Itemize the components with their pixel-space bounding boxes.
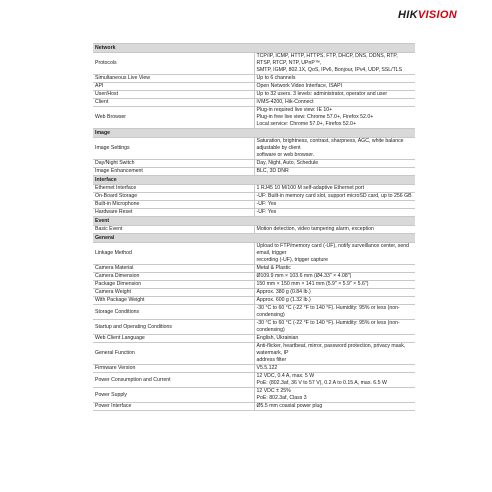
spec-value	[254, 281, 415, 289]
logo-part1: HIK	[398, 9, 418, 21]
spec-value	[254, 138, 415, 160]
spec-row-with-package-weight	[93, 297, 415, 305]
spec-key: Protocols	[93, 53, 254, 75]
spec-value-line: -UF: Yes	[256, 209, 277, 215]
spec-row-day-night-switch	[93, 160, 415, 168]
spec-value	[254, 320, 415, 335]
spec-value	[254, 297, 415, 305]
spec-row-linkage-method	[93, 243, 415, 265]
spec-value-line: Upload to FTP/memory card (-UF), notify surveillance center, send email, trigger	[256, 243, 410, 256]
spec-value-line: Approx. 380 g (0.84 lb.)	[256, 289, 311, 295]
spec-row-web-client-language	[93, 335, 415, 343]
spec-key: Client	[93, 99, 254, 107]
spec-row-power-supply	[93, 388, 415, 403]
spec-row-image-settings	[93, 138, 415, 160]
spec-key: Camera Material	[93, 265, 254, 273]
spec-key: Day/Night Switch	[93, 160, 254, 168]
spec-key: Camera Dimension	[93, 273, 254, 281]
spec-key: Camera Weight	[93, 289, 254, 297]
spec-value	[254, 168, 415, 176]
spec-value	[254, 243, 415, 265]
spec-key: Firmware Version	[93, 365, 254, 373]
spec-key: User/Host	[93, 91, 254, 99]
spec-value-line: Approx. 600 g (1.32 lb.)	[256, 297, 311, 303]
spec-row-power-interface	[93, 403, 415, 411]
spec-key: Basic Event	[93, 226, 254, 234]
spec-value-line: SMTP, IGMP, 802.1X, QoS, IPv6, Bonjour, IPv4, UDP, SSL/TLS	[256, 67, 403, 73]
section-title: Interface	[93, 176, 415, 185]
spec-key: With Package Weight	[93, 297, 254, 305]
spec-value-line: 1 RJ45 10 M/100 M self-adaptive Ethernet port	[256, 185, 365, 191]
spec-key: Web Browser	[93, 107, 254, 129]
spec-key: Web Client Language	[93, 335, 254, 343]
spec-value-line: Up to 6 channels	[256, 75, 296, 81]
spec-value	[254, 83, 415, 91]
spec-value	[254, 265, 415, 273]
spec-row-camera-dimension	[93, 273, 415, 281]
spec-value-line: PoE: 802.3af, Class 3	[256, 395, 307, 401]
spec-row-protocols	[93, 53, 415, 75]
spec-sheet	[93, 43, 415, 411]
spec-value	[254, 305, 415, 320]
spec-key: Ethernet Interface	[93, 185, 254, 193]
spec-table	[93, 43, 415, 411]
spec-value-line: -UF: Yes	[256, 201, 277, 207]
spec-key: Built-in Microphone	[93, 201, 254, 209]
spec-row-client	[93, 99, 415, 107]
spec-value	[254, 185, 415, 193]
spec-value	[254, 273, 415, 281]
spec-key: Power Consumption and Current	[93, 373, 254, 388]
spec-row-simultaneous-live-view	[93, 75, 415, 83]
spec-value	[254, 193, 415, 201]
spec-row-ethernet-interface	[93, 185, 415, 193]
spec-value-line: -30 °C to 60 °C (-22 °F to 140 °F). Humidity: 95% or less (non-condensing)	[256, 305, 400, 318]
section-title: Event	[93, 217, 415, 226]
spec-key: Storage Conditions	[93, 305, 254, 320]
spec-value	[254, 160, 415, 168]
section-event	[93, 217, 415, 226]
spec-value-line: -30 °C to 60 °C (-22 °F to 140 °F). Humidity: 95% or less (non-condensing)	[256, 320, 400, 333]
spec-value-line: Plug-in required live view: IE 10+	[256, 107, 333, 113]
spec-row-user-host	[93, 91, 415, 99]
spec-value-line: Motion detection, video tampering alarm, exception	[256, 226, 374, 232]
spec-row-storage-conditions	[93, 305, 415, 320]
spec-row-hardware-reset	[93, 209, 415, 217]
spec-value	[254, 53, 415, 75]
logo-part2: VISION	[417, 9, 457, 21]
spec-key: Image Enhancement	[93, 168, 254, 176]
spec-value-line: Ø109.9 mm × 103.6 mm (Ø4.33" × 4.08")	[256, 273, 352, 279]
spec-value-line: Ø5.5 mm coaxial power plug	[256, 403, 323, 409]
spec-value-line: software or web browser.	[256, 152, 315, 158]
spec-key: Power Interface	[93, 403, 254, 411]
spec-value	[254, 289, 415, 297]
spec-value	[254, 201, 415, 209]
spec-value-line: 12 VDC, 0.4 A, max. 5 W	[256, 373, 315, 379]
section-image	[93, 129, 415, 138]
spec-value-line: Open Network Video Interface, ISAPI	[256, 83, 343, 89]
spec-value	[254, 365, 415, 373]
spec-value-line: address filter	[256, 357, 287, 363]
spec-value-line: Up to 32 users. 3 levels: administrator, operator and user	[256, 91, 388, 97]
spec-row-general-function	[93, 343, 415, 365]
spec-row-power-consumption-and-current	[93, 373, 415, 388]
spec-value	[254, 226, 415, 234]
spec-key: Startup and Operating Conditions	[93, 320, 254, 335]
spec-value-line: iVMS-4200, Hik-Connect	[256, 99, 314, 105]
spec-value-line: 150 mm × 150 mm × 141 mm (5.9" × 5.9" × 5.6")	[256, 281, 369, 287]
spec-value	[254, 99, 415, 107]
spec-row-web-browser	[93, 107, 415, 129]
spec-value-line: -UF: Built-in memory card slot, support microSD card, up to 256 GB	[256, 193, 412, 199]
hikvision-logo	[398, 9, 457, 21]
spec-value-line: PoE: (802.3af, 36 V to 57 V), 0.2 A to 0.15 A, max. 6.5 W	[256, 380, 387, 386]
spec-value-line: V5.5.122	[256, 365, 278, 371]
spec-key: API	[93, 83, 254, 91]
spec-value-line: Plug-in free live view: Chrome 57.0+, Firefox 52.0+	[256, 114, 374, 120]
section-title: Image	[93, 129, 415, 138]
spec-key: Simultaneous Live View	[93, 75, 254, 83]
spec-value-line: English, Ukrainian	[256, 335, 299, 341]
spec-value	[254, 209, 415, 217]
spec-value-line: Saturation, brightness, contrast, sharpness, AGC, white balance adjustable by client	[256, 138, 404, 151]
spec-key: On-Board Storage	[93, 193, 254, 201]
spec-row-built-in-microphone	[93, 201, 415, 209]
spec-row-startup-and-operating-conditions	[93, 320, 415, 335]
spec-value-line: BLC, 3D DNR	[256, 168, 289, 174]
spec-value	[254, 403, 415, 411]
spec-value-line: Day, Night, Auto, Schedule	[256, 160, 319, 166]
spec-key: Linkage Method	[93, 243, 254, 265]
spec-row-on-board-storage	[93, 193, 415, 201]
spec-key: General Function	[93, 343, 254, 365]
spec-value	[254, 388, 415, 403]
spec-row-basic-event	[93, 226, 415, 234]
spec-value	[254, 335, 415, 343]
spec-value	[254, 343, 415, 365]
section-network	[93, 44, 415, 53]
spec-row-firmware-version	[93, 365, 415, 373]
spec-key: Power Supply	[93, 388, 254, 403]
spec-value	[254, 373, 415, 388]
spec-key: Hardware Reset	[93, 209, 254, 217]
spec-value-line: Anti-flicker, heartbeat, mirror, password protection, privacy mask, watermark, IP	[256, 343, 406, 356]
spec-key: Image Settings	[93, 138, 254, 160]
spec-value-line: Metal & Plastic	[256, 265, 291, 271]
spec-value-line: 12 VDC ± 25%	[256, 388, 291, 394]
spec-value	[254, 75, 415, 83]
spec-row-image-enhancement	[93, 168, 415, 176]
spec-row-package-dimension	[93, 281, 415, 289]
section-title: General	[93, 234, 415, 243]
section-title: Network	[93, 44, 415, 53]
spec-key: Package Dimension	[93, 281, 254, 289]
spec-row-api	[93, 83, 415, 91]
spec-value	[254, 107, 415, 129]
spec-row-camera-weight	[93, 289, 415, 297]
spec-value-line: TCP/IP, ICMP, HTTP, HTTPS, FTP, DHCP, DNS, DDNS, RTP, RTSP, RTCP, NTP, UPnP™,	[256, 53, 398, 66]
spec-row-camera-material	[93, 265, 415, 273]
spec-value	[254, 91, 415, 99]
section-interface	[93, 176, 415, 185]
spec-value-line: Local service: Chrome 57.0+, Firefox 52.0+	[256, 121, 356, 127]
section-general	[93, 234, 415, 243]
spec-value-line: recording (-UF), trigger capture	[256, 257, 328, 263]
